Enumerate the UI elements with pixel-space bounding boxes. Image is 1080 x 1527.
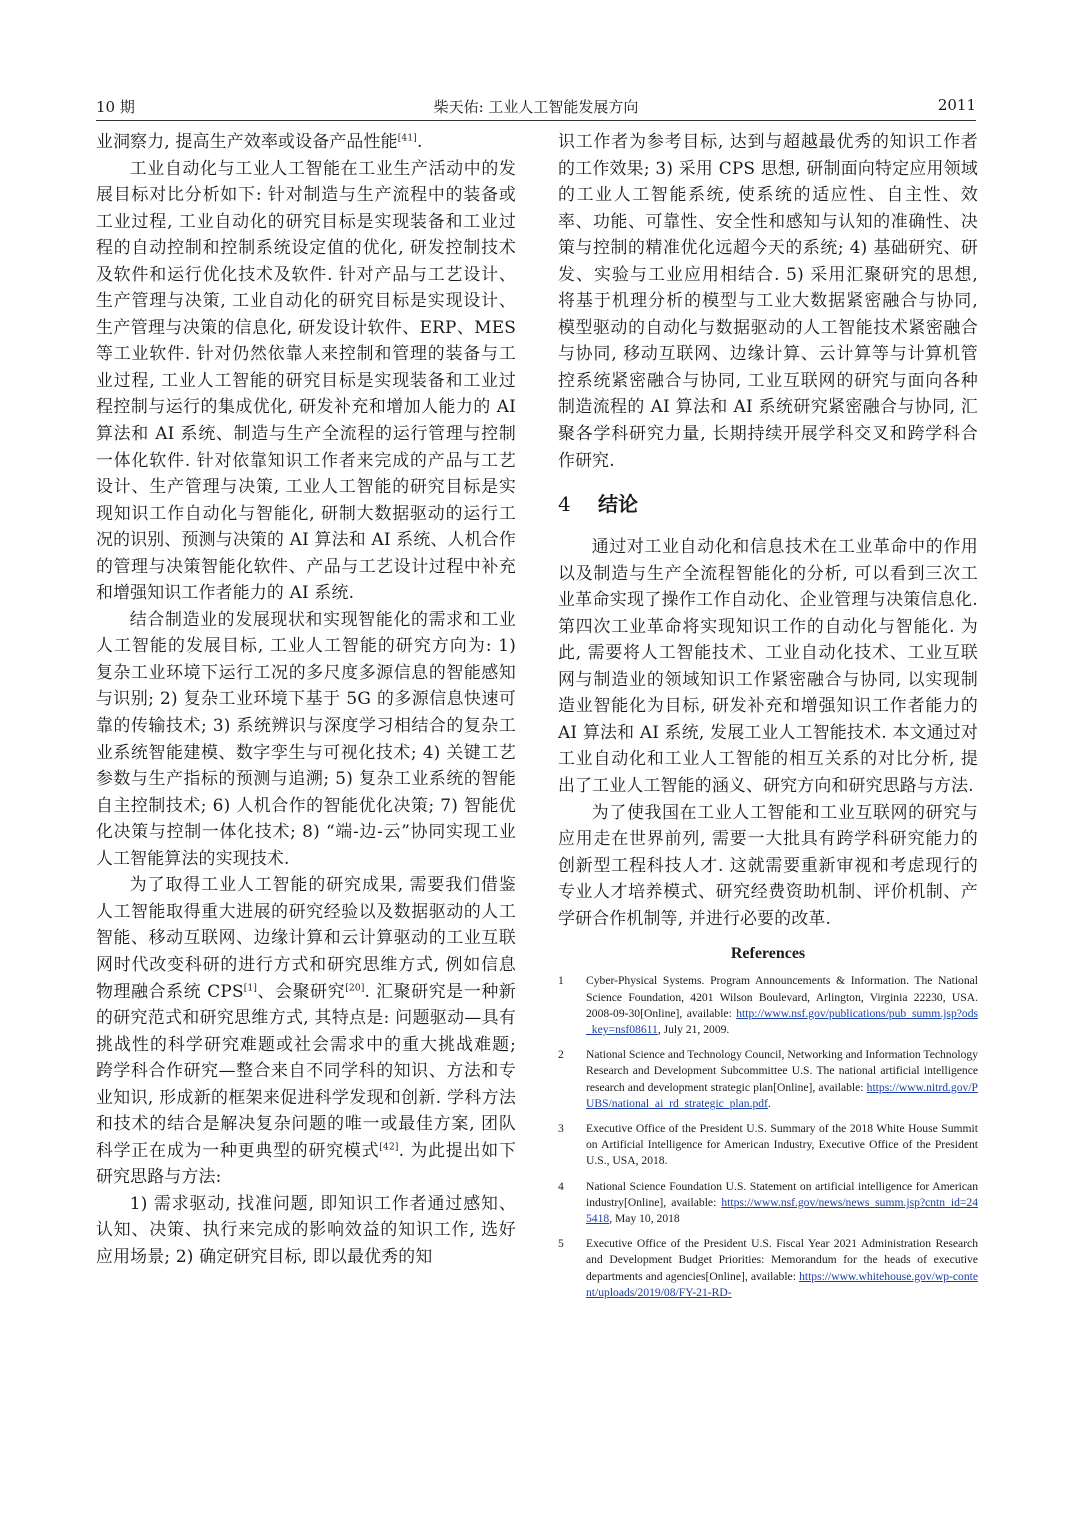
reference-text: Executive Office of the President U.S. Fiscal Year 2021 Administration Research and Development Budget Priorities: Memorandum for the heads of executive departments and agencies[Online], available:	[586, 1237, 978, 1283]
reference-tail: .	[767, 1096, 771, 1110]
running-title: 柴天佑: 工业人工智能发展方向	[433, 98, 639, 116]
reference-item	[558, 1179, 978, 1228]
section-number: 4	[558, 492, 571, 517]
references-heading: References	[730, 945, 806, 963]
reference-item	[558, 1047, 978, 1112]
reference-text: National Science Foundation U.S. Statement on artificial intelligence for American industry[Online], available:	[586, 1179, 978, 1209]
paragraph: 为了取得工业人工智能的研究成果, 需要我们借鉴人工智能取得重大进展的研究经验以及数据驱动的人工智能、移动互联网、边缘计算和云计算驱动的工业互联网时代改变科研的进行方式和研究思维方式, 例如信息物理融合系统 CPS[1]、会聚研究[20]. 汇聚研究是一种新的研究范式和研究思维方式, 其特点是: 问题驱动—具有挑战性的科学研究难题或社会需求中的重大挑战难题; 跨学科合作研究—整合来自不同学科的知识、方法和专业知识, 形成新的框架来促进科学发现和创新. 学科方法和技术的结合是解决复杂问题的唯一或最佳方案, 团队科学正在成为一种更典型的研究模式[42]. 为此提出如下研究思路与方法:	[96, 874, 516, 1187]
reference-number: 4	[558, 1179, 564, 1193]
reference-number: 2	[558, 1048, 564, 1062]
reference-list	[558, 973, 978, 1301]
reference-tail: , July 21, 2009.	[657, 1022, 730, 1036]
page-header	[96, 92, 976, 121]
section-heading	[558, 489, 978, 519]
reference-number: 3	[558, 1121, 564, 1135]
paragraph: 工业自动化与工业人工智能在工业生产活动中的发展目标对比分析如下: 针对制造与生产流程中的装备或工业过程, 工业自动化的研究目标是实现装备和工业过程的自动控制和控制系统设定值的优化, 研发控制技术及软件和运行优化技术及软件. 针对产品与工艺设计、生产管理与决策, 工业自动化的研究目标是实现设计、生产管理与决策的信息化, 研发设计软件、ERP、MES 等工业软件. 针对仍然依靠人来控制和管理的装备与工业过程, 工业人工智能的研究目标是实现装备和工业过程控制与运行的集成优化, 研发补充和增加人能力的 AI 算法和 AI 系统、制造与生产全流程的运行管理与控制一体化软件. 针对依靠知识工作者来完成的产品与工艺设计、生产管理与决策, 工业人工智能的研究目标是实现知识工作自动化与智能化, 研制大数据驱动的运行工况的识别、预测与决策的 AI 算法和 AI 系统、人机合作的管理与决策智能化软件、产品与工艺设计过程中补充和增强知识工作者能力的 AI 系统.	[96, 157, 516, 603]
reference-text: National Science and Technology Council, Networking and Information Technology Research and Development Subcommittee U.S. The national artificial intelligence research and development strategic plan[Online], available:	[586, 1048, 978, 1094]
right-column	[558, 128, 978, 1310]
reference-text: Executive Office of the President U.S. Summary of the 2018 White House Summit on Artificial Intelligence for American Industry, Executive Office of the President U.S., USA, 2018.	[586, 1121, 978, 1168]
issue-number: 10 期	[96, 98, 135, 116]
page-number: 2011	[937, 96, 976, 114]
reference-text: Cyber-Physical Systems. Program Announcements & Information. The National Science Foundation, 4201 Wilson Boulevard, Arlington, Virginia 22230, USA. 2008-09-30[Online], available:	[586, 974, 978, 1020]
paragraph: 1) 需求驱动, 找准问题, 即知识工作者通过感知、认知、决策、执行来完成的影响效益的知识工作, 选好应用场景; 2) 确定研究目标, 即以最优秀的知	[96, 1192, 516, 1266]
reference-item	[558, 1121, 978, 1170]
reference-number: 1	[558, 974, 564, 988]
reference-link[interactable]: https://www.whitehouse.gov/wp-content/uploads/2019/08/FY-21-RD-	[586, 1269, 978, 1299]
reference-link[interactable]: https://www.nitrd.gov/PUBS/national_ai_rd_strategic_plan.pdf	[586, 1080, 978, 1110]
left-column	[96, 128, 516, 1270]
paragraph: 识工作者为参考目标, 达到与超越最优秀的知识工作者的工作效果; 3) 采用 CPS 思想, 研制面向特定应用领域的工业人工智能系统, 使系统的适应性、自主性、效率、功能、可靠性、安全性和感知与认知的准确性、决策与控制的精准优化远超今天的系统; 4) 基础研究、研发、实验与工业应用相结合. 5) 采用汇聚研究的思想, 将基于机理分析的模型与工业大数据紧密融合与协同, 模型驱动的自动化与数据驱动的人工智能技术紧密融合与协同, 移动互联网、边缘计算、云计算等与计算机管控系统紧密融合与协同, 工业互联网的研究与面向各种制造流程的 AI 算法和 AI 系统研究紧密融合与协同, 汇聚各学科研究力量, 长期持续开展学科交叉和跨学科合作研究.	[558, 131, 978, 470]
citation[interactable]: [20]	[345, 982, 365, 993]
reference-item	[558, 973, 978, 1038]
paragraph: 为了使我国在工业人工智能和工业互联网的研究与应用走在世界前列, 需要一大批具有跨学科研究能力的创新型工程科技人才. 这就需要重新审视和考虑现行的专业人才培养模式、研究经费资助机制、评价机制、产学研合作机制等, 并进行必要的改革.	[558, 801, 978, 928]
reference-link[interactable]: http://www.nsf.gov/publications/pub_summ.jsp?ods_key=nsf08611	[586, 1006, 978, 1036]
paragraph: 结合制造业的发展现状和实现智能化的需求和工业人工智能的发展目标, 工业人工智能的研究方向为: 1) 复杂工业环境下运行工况的多尺度多源信息的智能感知与识别; 2) 复杂工业环境下基于 5G 的多源信息快速可靠的传输技术; 3) 系统辨识与深度学习相结合的复杂工业系统智能建模、数字孪生与可视化技术; 4) 关键工艺参数与生产指标的预测与追溯; 5) 复杂工业系统的智能自主控制技术; 6) 人机合作的智能优化决策; 7) 智能优化决策与控制一体化技术; 8) “端-边-云”协同实现工业人工智能算法的实现技术.	[96, 608, 516, 868]
citation[interactable]: [42]	[379, 1142, 399, 1153]
reference-item	[558, 1236, 978, 1301]
citation[interactable]: [41]	[397, 133, 417, 144]
citation[interactable]: [1]	[243, 982, 258, 993]
paragraph: 业洞察力, 提高生产效率或设备产品性能[41].	[96, 131, 423, 151]
reference-link[interactable]: https://www.nsf.gov/news/news_summ.jsp?cntn_id=245418	[586, 1195, 978, 1225]
section-title: 结论	[598, 492, 638, 517]
paragraph: 通过对工业自动化和信息技术在工业革命中的作用以及制造与生产全流程智能化的分析, 可以看到三次工业革命实现了操作工作自动化、企业管理与决策信息化. 第四次工业革命将实现知识工作的自动化与智能化. 为此, 需要将人工智能技术、工业自动化技术、工业互联网与制造业的领域知识工作紧密融合与协同, 以实现制造业智能化为目标, 研发补充和增强知识工作者能力的 AI 算法和 AI 系统, 发展工业人工智能技术. 本文通过对工业自动化和工业人工智能的相互关系的对比分析, 提出了工业人工智能的涵义、研究方向和研究思路与方法.	[558, 536, 978, 796]
reference-tail: , May 10, 2018	[609, 1211, 680, 1225]
reference-number: 5	[558, 1237, 564, 1251]
